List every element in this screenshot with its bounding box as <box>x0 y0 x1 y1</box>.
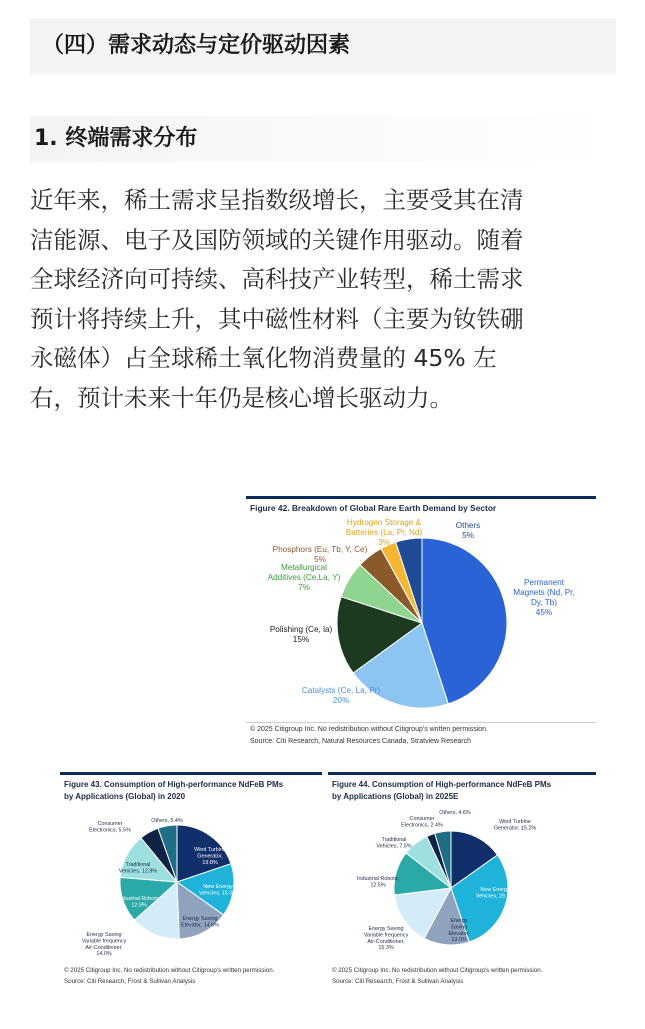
slice-label-nev: New Energy Vehicles, 29.7% <box>475 887 515 900</box>
slice-label-metallurgical: Metallurgical Additives (Ce,La, Y) 7% <box>267 563 341 592</box>
slice-label-others: Others 5% <box>455 521 481 540</box>
slice-label-wind: Wind Turbine Generator, 15.2% <box>493 819 537 832</box>
figure-source: Source: Citi Research, Frost & Sullivan Analysis <box>64 978 196 985</box>
figure-43 <box>60 772 322 992</box>
paragraph-line: 洁能源、电子及国防领域的关键作用驱动。随着 <box>30 225 524 254</box>
slice-label-elevator: Energy Saving Elevator, 13.0% <box>448 918 470 944</box>
paragraph-line: 右，预计未来十年仍是核心增长驱动力。 <box>30 383 453 412</box>
figure-top-bar <box>328 772 596 775</box>
slice-label-consumer: Consumer Electronics, 5.5% <box>89 821 131 834</box>
slice-label-catalysts: Catalysts (Ce, La, Pr) 20% <box>301 686 381 705</box>
pie-chart-43 <box>60 802 322 967</box>
slice-label-magnets: Permanent Magnets (Nd, Pr, Dy, Tb) 45% <box>513 578 575 617</box>
figure-top-bar <box>246 496 596 499</box>
slice-label-wind: Wind Turbine Generator, 19.8% <box>194 847 226 866</box>
figure-title-line: Figure 43. Consumption of High-performance NdFeB PMs <box>64 780 284 789</box>
slice-label-elevator: Energy Saving Elevator, 14.6% <box>181 916 219 929</box>
figure-copyright: © 2025 Citigroup Inc. No redistribution without Citigroup's written permission. <box>332 967 543 974</box>
slice-label-robots: Industrial Robots, 12.5% <box>357 876 399 889</box>
figure-title-line: by Applications (Global) in 2025E <box>332 792 459 801</box>
figure-rule <box>246 722 596 723</box>
subsection-heading: 1. 终端需求分布 <box>30 116 616 162</box>
paragraph-line: 近年来，稀土需求呈指数级增长，主要受其在清 <box>30 186 524 214</box>
slice-label-phosphors: Phosphors (Eu, Tb, Y, Ce) 5% <box>272 545 368 564</box>
slice-label-consumer: Consumer Electronics, 2.4% <box>401 816 443 829</box>
slice-label-others: Others, 4.6% <box>439 810 471 816</box>
slice-label-nev: New Energy Vehicles, 15.0% <box>198 884 238 897</box>
figure-title-line: by Applications (Global) in 2020 <box>64 792 186 801</box>
paragraph-line: 预计将持续上升，其中磁性材料（主要为钕铁硼 <box>30 304 524 333</box>
figure-42 <box>246 496 596 752</box>
figure-title-line: Figure 44. Consumption of High-performance NdFeB PMs <box>332 780 552 789</box>
slice-label-vehicles: Traditional Vehicles, 7.5% <box>376 837 412 850</box>
figure-44 <box>328 772 596 992</box>
section-heading: （四）需求动态与定价驱动因素 <box>30 18 616 74</box>
slice-label-aircon: Energy Saving Variable frequency Air-Conditioner, 14.0% <box>81 932 127 958</box>
pie-chart-44 <box>328 802 596 967</box>
figure-copyright: © 2025 Citigroup Inc. No redistribution without Citigroup's written permission. <box>250 726 488 733</box>
figure-title: Figure 42. Breakdown of Global Rare Earth Demand by Sector <box>250 503 497 513</box>
paragraph-line: 永磁体）占全球稀土氧化物消费量的 45% 左 <box>30 344 497 372</box>
paragraph-line: 全球经济向可持续、高科技产业转型，稀土需求 <box>30 265 524 293</box>
slice-label-hydrogen: Hydrogen Storage & Batteries (La, Pr, Nd) 3% <box>345 518 423 547</box>
figure-top-bar <box>60 772 322 775</box>
slice-label-others: Others, 5.4% <box>151 818 183 824</box>
slice-label-polishing: Polishing (Ce, la) 15% <box>269 625 333 644</box>
slice-label-aircon: Energy Saving Variable frequency Air-Conditioner, 15.3% <box>363 926 409 952</box>
figure-source: Source: Citi Research, Frost & Sullivan Analysis <box>332 978 464 985</box>
body-paragraph <box>30 181 620 418</box>
figure-title <box>64 779 283 803</box>
figure-source: Source: Citi Research, Natural Resources Canada, Stratview Research <box>250 738 471 745</box>
pie-chart-42 <box>246 512 596 722</box>
slice-label-vehicles: Traditional Vehicles, 12.8% <box>118 862 158 875</box>
slice-label-robots: Industrial Robots, 12.9% <box>118 896 160 909</box>
figure-copyright: © 2025 Citigroup Inc. No redistribution without Citigroup's written permission. <box>64 967 275 974</box>
figure-title <box>332 779 551 803</box>
